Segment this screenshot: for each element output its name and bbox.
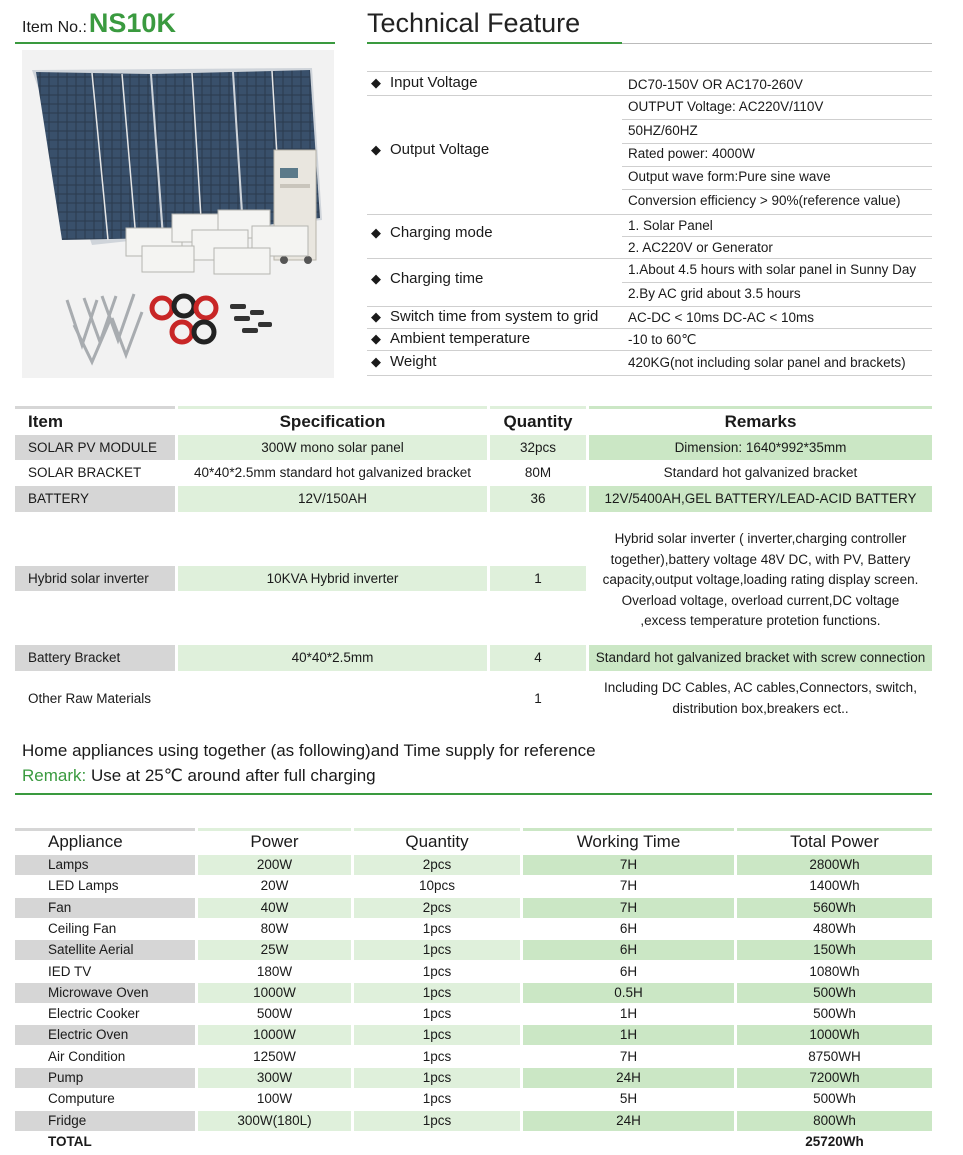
feature-charging-time bbox=[371, 270, 483, 287]
item-number bbox=[22, 8, 176, 39]
appliance-row bbox=[0, 919, 963, 939]
appliance-cell-quantity: 1pcs bbox=[354, 940, 520, 960]
appliance-cell-name: Fan bbox=[15, 898, 195, 918]
appliance-cell-power: 200W bbox=[198, 855, 351, 875]
feature-separator bbox=[367, 350, 932, 351]
spec-cell-item: BATTERY bbox=[15, 486, 175, 512]
appliance-cell-total-power: 480Wh bbox=[813, 920, 856, 936]
reference-underline bbox=[15, 793, 932, 795]
appliance-row bbox=[0, 876, 963, 896]
appliance-cell-power: 180W bbox=[256, 963, 293, 979]
appliance-cell-total-power: 500Wh bbox=[813, 1091, 856, 1107]
spec-header-quantity: Quantity bbox=[503, 412, 573, 431]
appliance-header-working-time: Working Time bbox=[576, 832, 681, 851]
feature-separator bbox=[622, 189, 932, 190]
feature-value: DC70-150V OR AC170-260V bbox=[628, 77, 803, 92]
appliance-cell-power: 80W bbox=[260, 920, 289, 936]
feature-separator bbox=[622, 236, 932, 237]
header-topbar bbox=[178, 406, 487, 409]
feature-value: 2. AC220V or Generator bbox=[628, 240, 773, 255]
diamond-bullet-icon: ◆ bbox=[371, 270, 381, 286]
item-code: NS10K bbox=[88, 8, 176, 38]
feature-label: Input Voltage bbox=[390, 74, 478, 91]
appliance-cell-working-time: 7H bbox=[619, 1048, 638, 1064]
appliance-cell-quantity: 1pcs bbox=[354, 1068, 520, 1088]
appliance-cell-power: 500W bbox=[256, 1006, 293, 1022]
appliance-cell-total-power: 8750WH bbox=[808, 1048, 861, 1064]
cable-coils bbox=[152, 296, 216, 342]
spec-cell-spec: 300W mono solar panel bbox=[178, 435, 487, 460]
solar-kit-illustration bbox=[22, 50, 334, 378]
appliance-cell-working-time: 7H bbox=[523, 898, 734, 918]
feature-separator bbox=[622, 119, 932, 120]
appliance-cell-power: 300W bbox=[198, 1068, 351, 1088]
appliance-cell-name: Electric Cooker bbox=[48, 1006, 140, 1022]
feature-label: Switch time from system to grid bbox=[390, 308, 599, 325]
appliance-cell-quantity: 1pcs bbox=[422, 963, 452, 979]
appliance-cell-total-power: 560Wh bbox=[737, 898, 932, 918]
appliance-cell-working-time: 6H bbox=[619, 963, 638, 979]
feature-value: Conversion efficiency > 90%(reference value) bbox=[628, 193, 901, 208]
feature-label: Charging mode bbox=[390, 224, 493, 241]
appliance-cell-quantity: 10pcs bbox=[418, 878, 456, 894]
spec-cell-item: SOLAR PV MODULE bbox=[15, 435, 175, 460]
spec-cell-qty: 1 bbox=[534, 691, 542, 706]
appliance-row bbox=[0, 1089, 963, 1109]
appliance-row bbox=[0, 898, 963, 918]
appliance-cell-power: 100W bbox=[256, 1091, 293, 1107]
feature-value: 420KG(not including solar panel and brackets) bbox=[628, 355, 906, 370]
appliance-row bbox=[0, 1111, 963, 1131]
feature-switch-time bbox=[371, 308, 598, 325]
feature-charging-mode bbox=[371, 224, 493, 241]
feature-ambient-temperature bbox=[371, 330, 530, 347]
feature-separator bbox=[367, 375, 932, 376]
spec-cell-item: Other Raw Materials bbox=[28, 691, 152, 706]
spec-cell-spec: 40*40*2.5mm standard hot galvanized bracket bbox=[194, 465, 471, 480]
feature-weight bbox=[371, 353, 436, 370]
remarks-line: together),battery voltage 48V DC, with PV, Battery bbox=[610, 551, 911, 567]
remarks-line: Overload voltage, overload current,DC voltage bbox=[621, 592, 900, 608]
appliance-cell-working-time: 7H bbox=[619, 878, 638, 894]
mounting-brackets bbox=[67, 294, 142, 362]
appliance-cell-working-time: 24H bbox=[523, 1111, 734, 1131]
feature-label: Output Voltage bbox=[390, 141, 490, 158]
feature-label: Weight bbox=[390, 353, 437, 370]
spec-header-item: Item bbox=[28, 412, 63, 431]
item-underline bbox=[15, 42, 335, 44]
feature-value: 1. Solar Panel bbox=[628, 218, 713, 233]
appliance-cell-working-time: 7H bbox=[523, 855, 734, 875]
appliance-cell-total-power: 500Wh bbox=[813, 1006, 856, 1022]
reference-remark bbox=[22, 766, 376, 786]
spec-cell-qty: 1 bbox=[490, 566, 586, 591]
feature-value: OUTPUT Voltage: AC220V/110V bbox=[628, 99, 824, 114]
feature-separator bbox=[622, 143, 932, 144]
appliance-cell-power: 1000W bbox=[198, 1025, 351, 1045]
appliance-cell-name: Ceiling Fan bbox=[48, 920, 117, 936]
appliance-cell-name: IED TV bbox=[48, 963, 92, 979]
appliance-row bbox=[0, 1025, 963, 1045]
appliance-cell-total-power: 1000Wh bbox=[737, 1025, 932, 1045]
spec-cell-qty: 32pcs bbox=[490, 435, 586, 460]
remarks-line: ,excess temperature protetion functions. bbox=[640, 613, 881, 628]
connectors bbox=[230, 304, 272, 333]
appliance-row bbox=[0, 962, 963, 982]
header-topbar bbox=[354, 828, 520, 831]
appliance-header-power: Power bbox=[250, 832, 299, 851]
appliance-cell-total-power: 1400Wh bbox=[809, 878, 860, 894]
spec-cell-remarks: Standard hot galvanized bracket with screw connection bbox=[589, 645, 932, 671]
appliance-cell-quantity: 1pcs bbox=[354, 983, 520, 1003]
header-topbar bbox=[15, 406, 175, 409]
item-number-label: Item No.: bbox=[22, 19, 87, 36]
appliance-cell-quantity: 2pcs bbox=[354, 898, 520, 918]
spec-cell-remarks: Dimension: 1640*992*35mm bbox=[589, 435, 932, 460]
appliance-cell-working-time: 6H bbox=[523, 940, 734, 960]
remark-label: Remark: bbox=[22, 766, 87, 785]
appliance-cell-total-power: 7200Wh bbox=[737, 1068, 932, 1088]
diamond-bullet-icon: ◆ bbox=[371, 74, 381, 90]
header-topbar bbox=[15, 828, 195, 831]
appliance-cell-total-power: 1080Wh bbox=[809, 963, 860, 979]
appliance-cell-power: 20W bbox=[260, 878, 289, 894]
appliance-cell-total-power: 800Wh bbox=[737, 1111, 932, 1131]
spec-cell-qty: 80M bbox=[524, 465, 552, 480]
spec-cell-remarks: 12V/5400AH,GEL BATTERY/LEAD-ACID BATTERY bbox=[589, 486, 932, 512]
feature-separator bbox=[622, 282, 932, 283]
appliance-cell-power: 40W bbox=[198, 898, 351, 918]
appliance-cell-working-time: 1H bbox=[619, 1006, 638, 1022]
diamond-bullet-icon: ◆ bbox=[371, 308, 381, 324]
feature-value: Output wave form:Pure sine wave bbox=[628, 169, 831, 184]
remarks-line: Hybrid solar inverter ( inverter,charging controller bbox=[614, 531, 907, 546]
diamond-bullet-icon: ◆ bbox=[371, 330, 381, 346]
feature-separator bbox=[367, 214, 932, 215]
appliance-cell-name: Computure bbox=[48, 1091, 115, 1107]
appliance-cell-quantity: 1pcs bbox=[354, 1025, 520, 1045]
appliance-header-appliance: Appliance bbox=[48, 832, 123, 851]
appliance-cell-power: 1000W bbox=[198, 983, 351, 1003]
feature-value: Rated power: 4000W bbox=[628, 146, 755, 161]
feature-value: 1.About 4.5 hours with solar panel in Sunny Day bbox=[628, 262, 917, 277]
spec-cell-spec: 10KVA Hybrid inverter bbox=[178, 566, 487, 591]
feature-separator bbox=[367, 71, 932, 72]
spec-cell-spec: 40*40*2.5mm bbox=[178, 645, 487, 671]
feature-separator bbox=[367, 95, 932, 96]
appliance-cell-name: Air Condition bbox=[48, 1048, 126, 1064]
appliance-total-value: 25720Wh bbox=[805, 1134, 864, 1149]
appliance-cell-quantity: 1pcs bbox=[422, 1091, 452, 1107]
spec-cell-spec: 12V/150AH bbox=[178, 486, 487, 512]
appliance-cell-quantity: 1pcs bbox=[422, 1006, 452, 1022]
appliance-cell-name: Electric Oven bbox=[15, 1025, 195, 1045]
spec-cell-item: SOLAR BRACKET bbox=[28, 465, 142, 480]
appliance-cell-total-power: 2800Wh bbox=[737, 855, 932, 875]
appliance-row bbox=[0, 983, 963, 1003]
product-image bbox=[22, 50, 334, 378]
appliance-cell-name: Pump bbox=[15, 1068, 195, 1088]
appliance-cell-quantity: 2pcs bbox=[354, 855, 520, 875]
appliance-row bbox=[0, 1047, 963, 1067]
feature-value: 50HZ/60HZ bbox=[628, 123, 698, 138]
feature-value: -10 to 60℃ bbox=[628, 332, 697, 347]
feature-label: Ambient temperature bbox=[390, 330, 531, 347]
feature-label: Charging time bbox=[390, 270, 484, 287]
feature-separator bbox=[622, 166, 932, 167]
feature-separator bbox=[367, 306, 932, 307]
section-title: Technical Feature bbox=[367, 8, 581, 38]
diamond-bullet-icon: ◆ bbox=[371, 141, 381, 157]
appliance-cell-quantity: 1pcs bbox=[422, 920, 452, 936]
appliance-cell-power: 1250W bbox=[253, 1048, 296, 1064]
appliance-cell-total-power: 500Wh bbox=[737, 983, 932, 1003]
appliance-cell-working-time: 0.5H bbox=[523, 983, 734, 1003]
spec-cell-qty: 36 bbox=[490, 486, 586, 512]
feature-input-voltage bbox=[371, 74, 478, 91]
appliance-cell-name: LED Lamps bbox=[48, 878, 119, 894]
remarks-line: distribution box,breakers ect.. bbox=[672, 700, 849, 716]
spec-cell-remarks bbox=[589, 529, 932, 632]
feature-output-voltage bbox=[371, 141, 489, 158]
spec-header-specification: Specification bbox=[279, 412, 386, 431]
appliance-row bbox=[0, 855, 963, 875]
appliance-row bbox=[0, 940, 963, 960]
feature-value: AC-DC < 10ms DC-AC < 10ms bbox=[628, 310, 815, 325]
appliance-total-label: TOTAL bbox=[48, 1134, 92, 1149]
reference-heading: Home appliances using together (as following)and Time supply for reference bbox=[22, 741, 596, 760]
spec-cell-qty: 4 bbox=[490, 645, 586, 671]
feature-separator bbox=[367, 258, 932, 259]
appliance-cell-name: Lamps bbox=[15, 855, 195, 875]
diamond-bullet-icon: ◆ bbox=[371, 353, 381, 369]
feature-value: 2.By AC grid about 3.5 hours bbox=[628, 286, 801, 301]
appliance-cell-power: 300W(180L) bbox=[198, 1111, 351, 1131]
diamond-bullet-icon: ◆ bbox=[371, 224, 381, 240]
appliance-cell-name: Satellite Aerial bbox=[15, 940, 195, 960]
remarks-line: Including DC Cables, AC cables,Connectors, switch, bbox=[604, 680, 917, 695]
appliance-row bbox=[0, 1004, 963, 1024]
header-topbar bbox=[589, 406, 932, 409]
section-underline-green bbox=[367, 42, 622, 44]
header-topbar bbox=[198, 828, 351, 831]
appliance-cell-total-power: 150Wh bbox=[737, 940, 932, 960]
header-topbar bbox=[737, 828, 932, 831]
appliance-header-quantity: Quantity bbox=[405, 832, 469, 851]
appliance-cell-working-time: 5H bbox=[619, 1091, 638, 1107]
remarks-line: capacity,output voltage,loading rating display screen. bbox=[602, 572, 919, 587]
appliance-cell-power: 25W bbox=[198, 940, 351, 960]
spec-cell-remarks bbox=[589, 678, 932, 719]
section-underline-gray bbox=[622, 43, 932, 44]
spec-cell-remarks: Standard hot galvanized bracket bbox=[663, 465, 858, 480]
feature-separator bbox=[367, 328, 932, 329]
appliance-cell-working-time: 6H bbox=[619, 920, 638, 936]
appliance-cell-name: Fridge bbox=[15, 1111, 195, 1131]
spec-header-remarks: Remarks bbox=[724, 412, 797, 431]
header-topbar bbox=[523, 828, 734, 831]
appliance-cell-working-time: 24H bbox=[523, 1068, 734, 1088]
spec-cell-item: Hybrid solar inverter bbox=[15, 566, 175, 591]
appliance-cell-quantity: 1pcs bbox=[422, 1048, 452, 1064]
header-topbar bbox=[490, 406, 586, 409]
appliance-row bbox=[0, 1068, 963, 1088]
appliance-cell-name: Microwave Oven bbox=[15, 983, 195, 1003]
spec-cell-item: Battery Bracket bbox=[15, 645, 175, 671]
remark-text: Use at 25℃ around after full charging bbox=[86, 766, 376, 785]
appliance-header-total-power: Total Power bbox=[790, 832, 879, 851]
appliance-cell-working-time: 1H bbox=[523, 1025, 734, 1045]
appliance-cell-quantity: 1pcs bbox=[354, 1111, 520, 1131]
